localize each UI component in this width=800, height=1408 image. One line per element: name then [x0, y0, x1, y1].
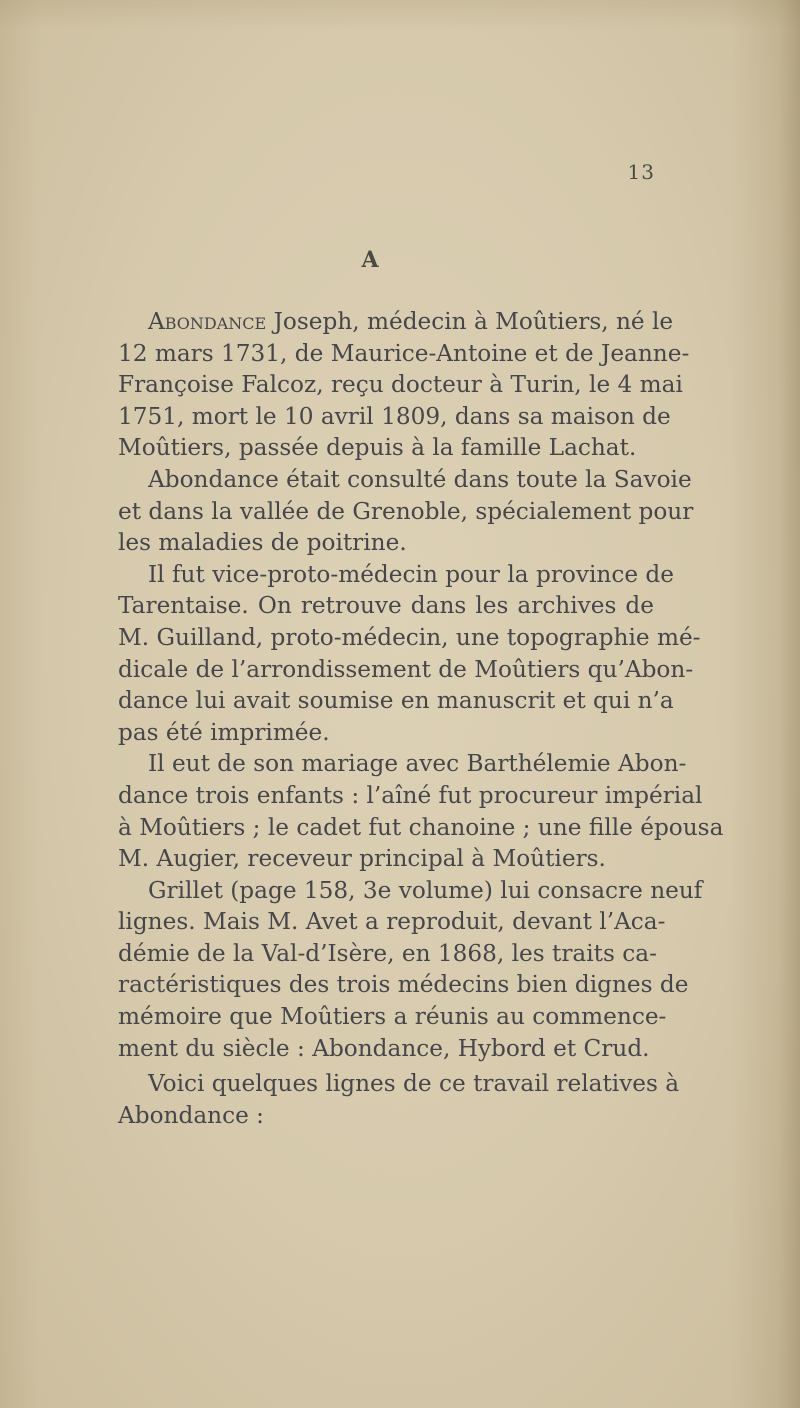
paragraph: [88, 559, 701, 749]
text-line: lignes. Mais M. Avet a reproduit, devant l’Aca-: [118, 908, 666, 936]
text-line: à Moûtiers ; le cadet fut chanoine ; une fille épousa: [118, 813, 724, 841]
text-line: Grillet (page 158, 3e volume) lui consacre neuf: [148, 876, 703, 904]
text-line: Il fut vice-proto-médecin pour la province de: [148, 560, 674, 588]
section-heading: A: [361, 247, 379, 273]
paragraph: [88, 306, 690, 464]
body-text: [88, 306, 724, 1131]
paragraph: [88, 748, 724, 874]
text-line: Abondance était consulté dans toute la Savoie: [148, 465, 692, 493]
text-line: M. Augier, receveur principal à Moûtiers.: [118, 845, 606, 873]
page-edge-shadow-left: [0, 0, 40, 1408]
page-edge-shadow-top: [0, 0, 800, 30]
page-edge-shadow-right: [730, 0, 800, 1408]
text-line: ractéristiques des trois médecins bien dignes de: [118, 971, 689, 999]
text-line: Voici quelques lignes de ce travail relatives à: [148, 1070, 680, 1098]
paragraph: [88, 464, 694, 559]
text-line: dance trois enfants : l’aîné fut procureur impérial: [118, 781, 703, 809]
text-line: M. Guilland, proto-médecin, une topographie mé-: [118, 623, 701, 651]
text-line: Tarentaise. On retrouve dans les archives de: [118, 592, 654, 620]
text-line: 12 mars 1731, de Maurice-Antoine et de Jeanne-: [118, 339, 690, 367]
text-line: démie de la Val-d’Isère, en 1868, les traits ca-: [118, 939, 657, 967]
text-line: mémoire que Moûtiers a réunis au commence-: [118, 1003, 667, 1031]
paragraph: [88, 875, 703, 1065]
text-line: Moûtiers, passée depuis à la famille Lachat.: [118, 434, 637, 462]
text-line: dicale de l’arrondissement de Moûtiers qu’Abon-: [118, 655, 694, 683]
entry-name: Abondance: [148, 308, 267, 335]
text-line: Abondance :: [118, 1101, 264, 1129]
text-line: ment du siècle : Abondance, Hybord et Crud.: [118, 1034, 650, 1062]
text-line: dance lui avait soumise en manuscrit et qui n’a: [118, 687, 674, 715]
page-number: 13: [627, 160, 655, 184]
text-line: et dans la vallée de Grenoble, spécialement pour: [118, 497, 694, 525]
paragraph: [88, 1068, 680, 1131]
text-line: Il eut de son mariage avec Barthélemie Abon-: [148, 750, 687, 778]
text-line: Françoise Falcoz, reçu docteur à Turin, le 4 mai: [118, 371, 683, 399]
text-line: pas été imprimée.: [118, 718, 330, 746]
text-line: les maladies de poitrine.: [118, 529, 407, 557]
text-line: 1751, mort le 10 avril 1809, dans sa maison de: [118, 402, 671, 430]
text-fragment: Joseph, médecin à Moûtiers, né le: [266, 308, 674, 335]
text-line: [88, 306, 674, 338]
